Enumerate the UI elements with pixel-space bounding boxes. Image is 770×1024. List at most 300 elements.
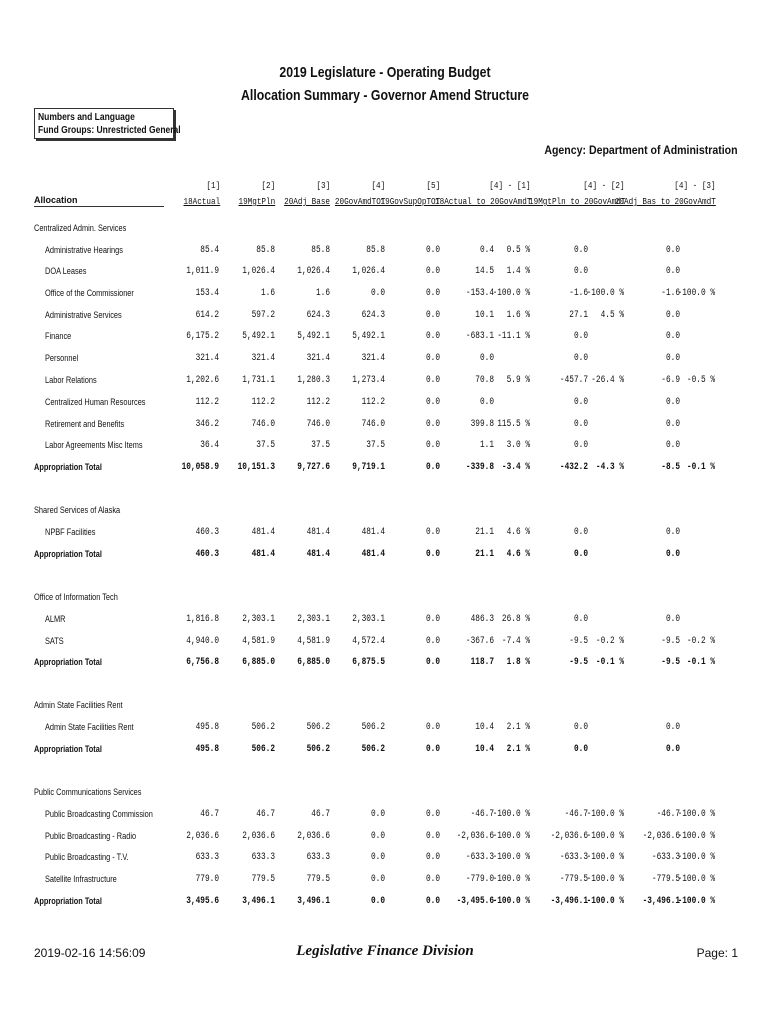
cell-value: 0.0 (479, 353, 494, 364)
cell-value: -100.0 % (492, 874, 530, 885)
cell-value: 0.0 (425, 310, 440, 321)
cell-value: 3.0 % (506, 440, 530, 451)
row-label: Public Communications Services (34, 787, 142, 797)
cell-value: 4,581.9 (242, 636, 275, 647)
cell-value: 112.2 (195, 397, 219, 408)
appropriation-total-row (0, 657, 770, 671)
cell-value: 4.6 % (506, 549, 530, 560)
column-header-c5-number: [5] (426, 181, 440, 191)
cell-value: 5,492.1 (242, 331, 275, 342)
row-label: Administrative Services (45, 310, 122, 320)
cell-value: 0.0 (573, 527, 588, 538)
cell-value: 112.2 (361, 397, 385, 408)
cell-value: 506.2 (306, 722, 330, 733)
cell-value: 0.0 (370, 896, 385, 907)
table-row (0, 375, 770, 389)
report-subtitle: Allocation Summary - Governor Amend Structure (241, 87, 529, 104)
cell-value: -0.2 % (595, 636, 624, 647)
cell-value: 614.2 (195, 310, 219, 321)
cell-value: -26.4 % (591, 375, 624, 386)
cell-value: 115.5 % (497, 419, 530, 430)
cell-value: 746.0 (361, 419, 385, 430)
column-header-c2: 19MgtPln (238, 197, 275, 207)
row-label: Public Broadcasting - T.V. (45, 852, 129, 862)
cell-value: 3,496.1 (297, 896, 330, 907)
cell-value: 0.0 (665, 614, 680, 625)
column-header-c3-number: [3] (316, 181, 330, 191)
table-row (0, 874, 770, 888)
row-label: Labor Relations (45, 375, 97, 385)
cell-value: 0.0 (425, 722, 440, 733)
cell-value: 0.0 (665, 331, 680, 342)
cell-value: 37.5 (256, 440, 275, 451)
cell-value: 0.0 (573, 331, 588, 342)
cell-value: 5,492.1 (297, 331, 330, 342)
cell-value: -100.0 % (586, 852, 624, 863)
cell-value: 0.0 (573, 419, 588, 430)
cell-value: 85.8 (366, 245, 385, 256)
row-label: Centralized Admin. Services (34, 223, 127, 233)
cell-value: 37.5 (366, 440, 385, 451)
cell-value: -4.3 % (595, 462, 624, 473)
cell-value: 2,303.1 (297, 614, 330, 625)
cell-value: 0.0 (573, 744, 588, 755)
column-header-c8: 20Adj Bas to 20GovAmdT (614, 197, 716, 207)
cell-value: 1,816.8 (186, 614, 219, 625)
cell-value: 14.5 (475, 266, 494, 277)
cell-value: 481.4 (251, 549, 275, 560)
footer-timestamp: 2019-02-16 14:56:09 (34, 946, 146, 960)
cell-value: 460.3 (195, 549, 219, 560)
cell-value: 112.2 (251, 397, 275, 408)
cell-value: 2,036.6 (186, 831, 219, 842)
cell-value: 0.0 (370, 288, 385, 299)
row-label: NPBF Facilities (45, 527, 96, 537)
cell-value: 0.0 (573, 353, 588, 364)
cell-value: 0.5 % (506, 245, 530, 256)
cell-value: -46.7 (470, 809, 494, 820)
column-header-c7: 19MgtPln to 20GovAmdT (528, 197, 625, 207)
cell-value: -100.0 % (677, 874, 715, 885)
cell-value: -3,496.1 (642, 896, 680, 907)
cell-value: 1.6 % (506, 310, 530, 321)
cell-value: 321.4 (195, 353, 219, 364)
cell-value: 0.0 (665, 266, 680, 277)
cell-value: -100.0 % (586, 896, 624, 907)
table-row (0, 636, 770, 650)
cell-value: 0.0 (425, 440, 440, 451)
cell-value: -100.0 % (586, 288, 624, 299)
cell-value: -339.8 (465, 462, 494, 473)
cell-value: 46.7 (256, 809, 275, 820)
cell-value: 486.3 (470, 614, 494, 625)
column-header-c8-number: [4] - [3] (674, 181, 716, 191)
cell-value: -100.0 % (677, 809, 715, 820)
cell-value: 481.4 (306, 549, 330, 560)
cell-value: -100.0 % (492, 809, 530, 820)
table-row (0, 397, 770, 411)
cell-value: 36.4 (200, 440, 219, 451)
table-row (0, 722, 770, 736)
allocation-column-header: Allocation (34, 195, 164, 207)
cell-value: 495.8 (195, 744, 219, 755)
cell-value: -100.0 % (586, 809, 624, 820)
table-row (0, 527, 770, 541)
cell-value: 3,496.1 (242, 896, 275, 907)
row-label: Finance (45, 331, 72, 341)
cell-value: -46.7 (656, 809, 680, 820)
cell-value: -100.0 % (586, 874, 624, 885)
cell-value: 1.8 % (506, 657, 530, 668)
cell-value: 0.0 (425, 636, 440, 647)
row-label: Public Broadcasting - Radio (45, 831, 137, 841)
cell-value: 6,885.0 (297, 657, 330, 668)
cell-value: 0.0 (573, 722, 588, 733)
cell-value: 10,151.3 (237, 462, 275, 473)
cell-value: 0.0 (573, 440, 588, 451)
cell-value: 0.0 (370, 852, 385, 863)
cell-value: 4.6 % (506, 527, 530, 538)
cell-value: 85.8 (311, 245, 330, 256)
cell-value: 506.2 (251, 744, 275, 755)
cell-value: 1,731.1 (242, 375, 275, 386)
column-header-c4: 20GovAmdTOT (334, 197, 385, 207)
agency-label: Agency: Department of Administration (544, 143, 738, 157)
cell-value: 0.0 (425, 462, 440, 473)
cell-value: 633.3 (306, 852, 330, 863)
cell-value: 0.0 (665, 353, 680, 364)
row-label: Office of Information Tech (34, 592, 118, 602)
cell-value: -100.0 % (492, 852, 530, 863)
row-label: Retirement and Benefits (45, 419, 125, 429)
cell-value: -2,036.6 (456, 831, 494, 842)
column-header-c3: 20Adj Base (284, 197, 330, 207)
cell-value: 0.0 (425, 614, 440, 625)
row-label: Shared Services of Alaska (34, 505, 121, 515)
cell-value: 624.3 (361, 310, 385, 321)
cell-value: 481.4 (361, 527, 385, 538)
row-label: ALMR (45, 614, 66, 624)
cell-value: 6,885.0 (242, 657, 275, 668)
cell-value: -0.2 % (686, 636, 715, 647)
column-header-c5: 19GovSupOpTOT (380, 197, 440, 207)
cell-value: 0.0 (665, 419, 680, 430)
row-label: Administrative Hearings (45, 245, 123, 255)
cell-value: -100.0 % (677, 852, 715, 863)
cell-value: 46.7 (200, 809, 219, 820)
cell-value: 4,940.0 (186, 636, 219, 647)
cell-value: -100.0 % (492, 288, 530, 299)
cell-value: -683.1 (465, 331, 494, 342)
column-header-c1-number: [1] (206, 181, 220, 191)
cell-value: 9,727.6 (297, 462, 330, 473)
column-header-c2-number: [2] (261, 181, 275, 191)
footer-division: Legislative Finance Division (296, 943, 474, 959)
table-row (0, 288, 770, 302)
cell-value: 346.2 (195, 419, 219, 430)
cell-value: -633.3 (559, 852, 588, 863)
cell-value: -2,036.6 (642, 831, 680, 842)
cell-value: 4,572.4 (352, 636, 385, 647)
cell-value: 1,011.9 (186, 266, 219, 277)
column-header-c1: 18Actual (183, 197, 220, 207)
cell-value: 1.4 % (506, 266, 530, 277)
cell-value: -779.5 (559, 874, 588, 885)
cell-value: 0.0 (425, 896, 440, 907)
cell-value: 0.0 (425, 245, 440, 256)
table-row (0, 331, 770, 345)
cell-value: 321.4 (306, 353, 330, 364)
cell-value: 2,036.6 (297, 831, 330, 842)
cell-value: 481.4 (251, 527, 275, 538)
cell-value: 0.0 (665, 245, 680, 256)
cell-value: -100.0 % (492, 831, 530, 842)
cell-value: 779.0 (195, 874, 219, 885)
cell-value: 21.1 (475, 527, 494, 538)
cell-value: 2,036.6 (242, 831, 275, 842)
row-label: Personnel (45, 353, 79, 363)
cell-value: 0.0 (425, 375, 440, 386)
cell-value: -0.1 % (686, 462, 715, 473)
filter-line-numbers: Numbers and Language (38, 112, 135, 123)
cell-value: 779.5 (306, 874, 330, 885)
filter-line-fund-groups: Fund Groups: Unrestricted General (38, 125, 181, 136)
cell-value: -3,495.6 (456, 896, 494, 907)
cell-value: 0.0 (370, 809, 385, 820)
cell-value: 1.6 (260, 288, 275, 299)
cell-value: 633.3 (195, 852, 219, 863)
appropriation-total-row (0, 462, 770, 476)
cell-value: 321.4 (361, 353, 385, 364)
group-header-row (0, 592, 770, 606)
cell-value: 85.4 (200, 245, 219, 256)
table-row (0, 245, 770, 259)
cell-value: 3,495.6 (186, 896, 219, 907)
cell-value: 779.5 (251, 874, 275, 885)
cell-value: 5.9 % (506, 375, 530, 386)
row-label: Centralized Human Resources (45, 397, 146, 407)
filter-box (34, 108, 181, 139)
row-label: SATS (45, 636, 64, 646)
cell-value: 506.2 (251, 722, 275, 733)
cell-value: 0.4 (479, 245, 494, 256)
cell-value: 746.0 (306, 419, 330, 430)
cell-value: 0.0 (665, 744, 680, 755)
cell-value: -100.0 % (677, 831, 715, 842)
cell-value: 0.0 (425, 331, 440, 342)
cell-value: 0.0 (425, 809, 440, 820)
cell-value: 27.1 (569, 310, 588, 321)
cell-value: -1.6 (661, 288, 680, 299)
cell-value: 9,719.1 (352, 462, 385, 473)
cell-value: 1,202.6 (186, 375, 219, 386)
group-header-row (0, 787, 770, 801)
table-row (0, 831, 770, 845)
cell-value: 624.3 (306, 310, 330, 321)
cell-value: -8.5 (661, 462, 680, 473)
table-row (0, 310, 770, 324)
row-label: DOA Leases (45, 266, 87, 276)
cell-value: 0.0 (425, 419, 440, 430)
cell-value: 0.0 (573, 549, 588, 560)
cell-value: 0.0 (573, 266, 588, 277)
cell-value: -0.1 % (686, 657, 715, 668)
cell-value: 118.7 (470, 657, 494, 668)
table-row (0, 353, 770, 367)
cell-value: 1,026.4 (297, 266, 330, 277)
cell-value: 10.4 (475, 744, 494, 755)
cell-value: -3,496.1 (550, 896, 588, 907)
cell-value: -2,036.6 (550, 831, 588, 842)
cell-value: 597.2 (251, 310, 275, 321)
row-label: Appropriation Total (34, 462, 102, 472)
report-title: 2019 Legislature - Operating Budget (279, 64, 491, 81)
cell-value: 0.0 (425, 852, 440, 863)
cell-value: -633.3 (465, 852, 494, 863)
cell-value: 460.3 (195, 527, 219, 538)
cell-value: -633.3 (651, 852, 680, 863)
cell-value: 5,492.1 (352, 331, 385, 342)
cell-value: 70.8 (475, 375, 494, 386)
cell-value: -1.6 (569, 288, 588, 299)
cell-value: -9.5 (661, 636, 680, 647)
cell-value: 10.4 (475, 722, 494, 733)
cell-value: -779.5 (651, 874, 680, 885)
cell-value: 0.0 (425, 397, 440, 408)
cell-value: -100.0 % (677, 896, 715, 907)
cell-value: 0.0 (665, 722, 680, 733)
cell-value: 6,756.8 (186, 657, 219, 668)
cell-value: 0.0 (665, 310, 680, 321)
cell-value: 2.1 % (506, 744, 530, 755)
cell-value: 0.0 (665, 397, 680, 408)
cell-value: 481.4 (306, 527, 330, 538)
cell-value: -153.4 (465, 288, 494, 299)
row-label: Public Broadcasting Commission (45, 809, 153, 819)
cell-value: 506.2 (361, 744, 385, 755)
cell-value: 10.1 (475, 310, 494, 321)
column-header-c4-number: [4] (371, 181, 385, 191)
column-header-c6-number: [4] - [1] (489, 181, 531, 191)
column-header-c7-number: [4] - [2] (583, 181, 625, 191)
cell-value: 506.2 (361, 722, 385, 733)
group-header-row (0, 700, 770, 714)
cell-value: 6,875.5 (352, 657, 385, 668)
cell-value: 0.0 (573, 397, 588, 408)
cell-value: 10,058.9 (181, 462, 219, 473)
cell-value: 6,175.2 (186, 331, 219, 342)
cell-value: -432.2 (559, 462, 588, 473)
cell-value: 21.1 (475, 549, 494, 560)
cell-value: 1.1 (479, 440, 494, 451)
cell-value: -3.4 % (501, 462, 530, 473)
cell-value: 2.1 % (506, 722, 530, 733)
cell-value: 0.0 (573, 614, 588, 625)
cell-value: -46.7 (564, 809, 588, 820)
appropriation-total-row (0, 549, 770, 563)
row-label: Admin State Facilities Rent (34, 700, 123, 710)
cell-value: -100.0 % (677, 288, 715, 299)
cell-value: -9.5 (569, 636, 588, 647)
cell-value: 0.0 (665, 549, 680, 560)
appropriation-total-row (0, 896, 770, 910)
cell-value: 4,581.9 (297, 636, 330, 647)
cell-value: 37.5 (311, 440, 330, 451)
cell-value: -457.7 (559, 375, 588, 386)
cell-value: 495.8 (195, 722, 219, 733)
cell-value: -100.0 % (586, 831, 624, 842)
column-header-c6: 18Actual to 20GovAmdT (434, 197, 531, 207)
cell-value: -9.5 (661, 657, 680, 668)
cell-value: 0.0 (425, 266, 440, 277)
cell-value: -9.5 (569, 657, 588, 668)
cell-value: -0.5 % (686, 375, 715, 386)
cell-value: 0.0 (665, 527, 680, 538)
cell-value: 0.0 (425, 549, 440, 560)
cell-value: 0.0 (425, 288, 440, 299)
cell-value: 112.2 (306, 397, 330, 408)
cell-value: 0.0 (425, 831, 440, 842)
cell-value: 2,303.1 (242, 614, 275, 625)
cell-value: 1,026.4 (242, 266, 275, 277)
row-label: Satellite Infrastructure (45, 874, 117, 884)
cell-value: 2,303.1 (352, 614, 385, 625)
cell-value: 0.0 (479, 397, 494, 408)
row-label: Labor Agreements Misc Items (45, 440, 143, 450)
cell-value: 633.3 (251, 852, 275, 863)
table-row (0, 266, 770, 280)
cell-value: -6.9 (661, 375, 680, 386)
cell-value: 1.6 (315, 288, 330, 299)
row-label: Appropriation Total (34, 744, 102, 754)
cell-value: 321.4 (251, 353, 275, 364)
cell-value: 0.0 (425, 657, 440, 668)
cell-value: -11.1 % (497, 331, 530, 342)
cell-value: 153.4 (195, 288, 219, 299)
appropriation-total-row (0, 744, 770, 758)
cell-value: 746.0 (251, 419, 275, 430)
group-header-row (0, 505, 770, 519)
cell-value: -367.6 (465, 636, 494, 647)
cell-value: -7.4 % (501, 636, 530, 647)
cell-value: -779.0 (465, 874, 494, 885)
cell-value: 0.0 (573, 245, 588, 256)
table-row (0, 852, 770, 866)
row-label: Appropriation Total (34, 549, 102, 559)
cell-value: 1,026.4 (352, 266, 385, 277)
cell-value: 85.8 (256, 245, 275, 256)
table-row (0, 419, 770, 433)
cell-value: 481.4 (361, 549, 385, 560)
cell-value: 399.8 (470, 419, 494, 430)
cell-value: 0.0 (425, 874, 440, 885)
row-label: Appropriation Total (34, 657, 102, 667)
cell-value: -0.1 % (595, 657, 624, 668)
cell-value: 26.8 % (501, 614, 530, 625)
table-row (0, 809, 770, 823)
cell-value: 0.0 (370, 874, 385, 885)
cell-value: 506.2 (306, 744, 330, 755)
cell-value: 1,273.4 (352, 375, 385, 386)
cell-value: 0.0 (425, 744, 440, 755)
cell-value: 0.0 (370, 831, 385, 842)
cell-value: 0.0 (665, 440, 680, 451)
cell-value: 46.7 (311, 809, 330, 820)
cell-value: 0.0 (425, 527, 440, 538)
group-header-row (0, 223, 770, 237)
cell-value: 0.0 (425, 353, 440, 364)
row-label: Admin State Facilities Rent (45, 722, 134, 732)
